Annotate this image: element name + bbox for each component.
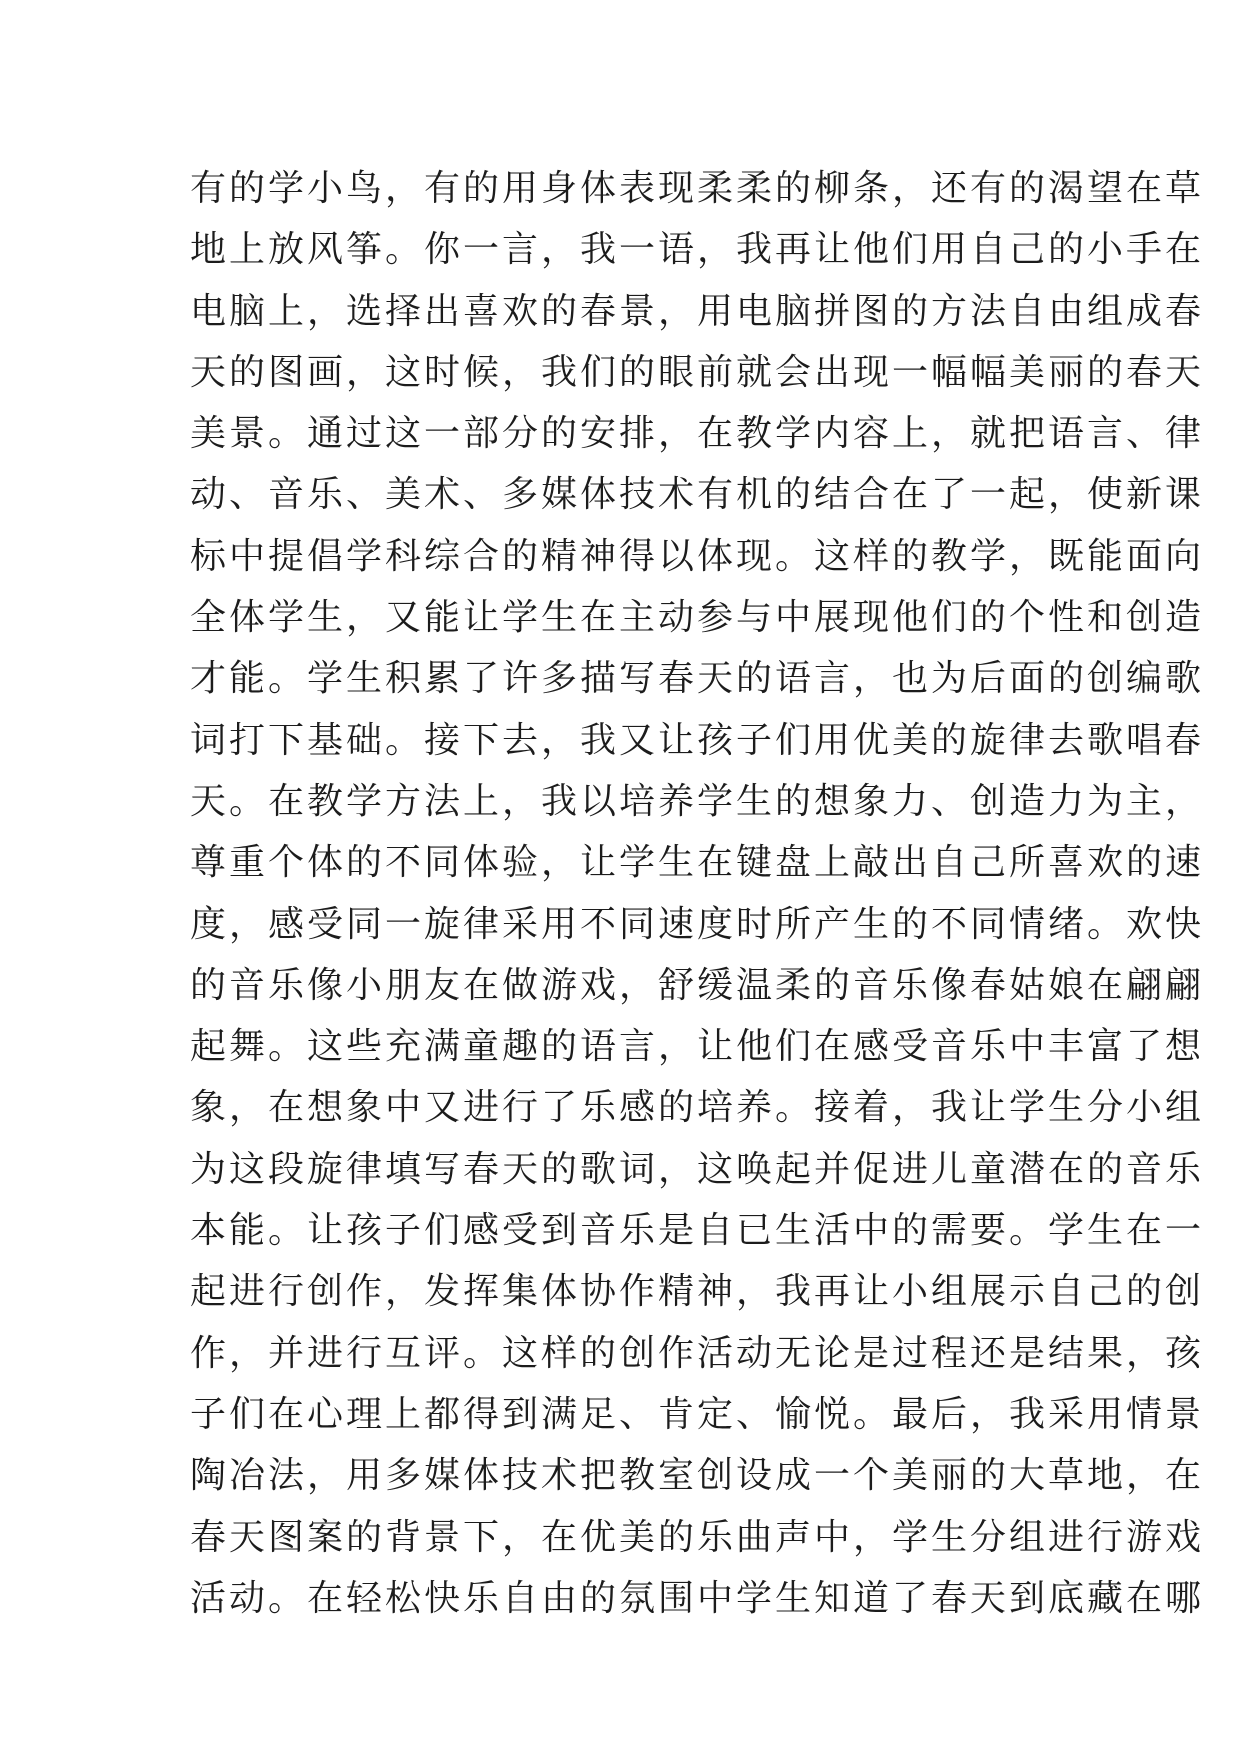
body-text	[190, 158, 1205, 1629]
text-line: 地上放风筝。你一言，我一语，我再让他们用自己的小手在	[190, 229, 1205, 271]
text-line: 作，并进行互评。这样的创作活动无论是过程还是结果，孩	[190, 1332, 1205, 1374]
text-line: 活动。在轻松快乐自由的氛围中学生知道了春天到底藏在哪	[190, 1577, 1205, 1619]
text-line: 本能。让孩子们感受到音乐是自已生活中的需要。学生在一	[190, 1210, 1205, 1252]
text-line: 电脑上，选择出喜欢的春景，用电脑拼图的方法自由组成春	[190, 290, 1205, 332]
text-line: 子们在心理上都得到满足、肯定、愉悦。最后，我采用情景	[190, 1393, 1205, 1435]
text-line: 度，感受同一旋律采用不同速度时所产生的不同情绪。欢快	[190, 903, 1205, 945]
text-line: 起舞。这些充满童趣的语言，让他们在感受音乐中丰富了想	[190, 1026, 1205, 1068]
text-line: 尊重个体的不同体验，让学生在键盘上敲出自己所喜欢的速	[190, 842, 1205, 884]
text-line: 动、音乐、美术、多媒体技术有机的结合在了一起，使新课	[190, 474, 1205, 516]
text-line: 为这段旋律填写春天的歌词，这唤起并促进儿童潜在的音乐	[190, 1148, 1205, 1190]
text-line: 标中提倡学科综合的精神得以体现。这样的教学，既能面向	[190, 535, 1205, 577]
text-line: 陶冶法，用多媒体技术把教室创设成一个美丽的大草地，在	[190, 1455, 1205, 1497]
text-line: 才能。学生积累了许多描写春天的语言，也为后面的创编歌	[190, 658, 1205, 700]
text-line: 的音乐像小朋友在做游戏，舒缓温柔的音乐像春姑娘在翩翩	[190, 964, 1205, 1006]
text-line: 象，在想象中又进行了乐感的培养。接着，我让学生分小组	[190, 1087, 1205, 1129]
text-line: 词打下基础。接下去，我又让孩子们用优美的旋律去歌唱春	[190, 719, 1205, 761]
text-line: 天的图画，这时候，我们的眼前就会出现一幅幅美丽的春天	[190, 351, 1205, 393]
text-line: 天。在教学方法上，我以培养学生的想象力、创造力为主，	[190, 780, 1205, 822]
text-line: 春天图案的背景下，在优美的乐曲声中，学生分组进行游戏	[190, 1516, 1205, 1558]
text-line: 有的学小鸟，有的用身体表现柔柔的柳条，还有的渴望在草	[190, 168, 1205, 209]
text-line: 全体学生，又能让学生在主动参与中展现他们的个性和创造	[190, 597, 1205, 639]
text-line: 起进行创作，发挥集体协作精神，我再让小组展示自己的创	[190, 1271, 1205, 1313]
text-line: 美景。通过这一部分的安排，在教学内容上，就把语言、律	[190, 413, 1205, 455]
